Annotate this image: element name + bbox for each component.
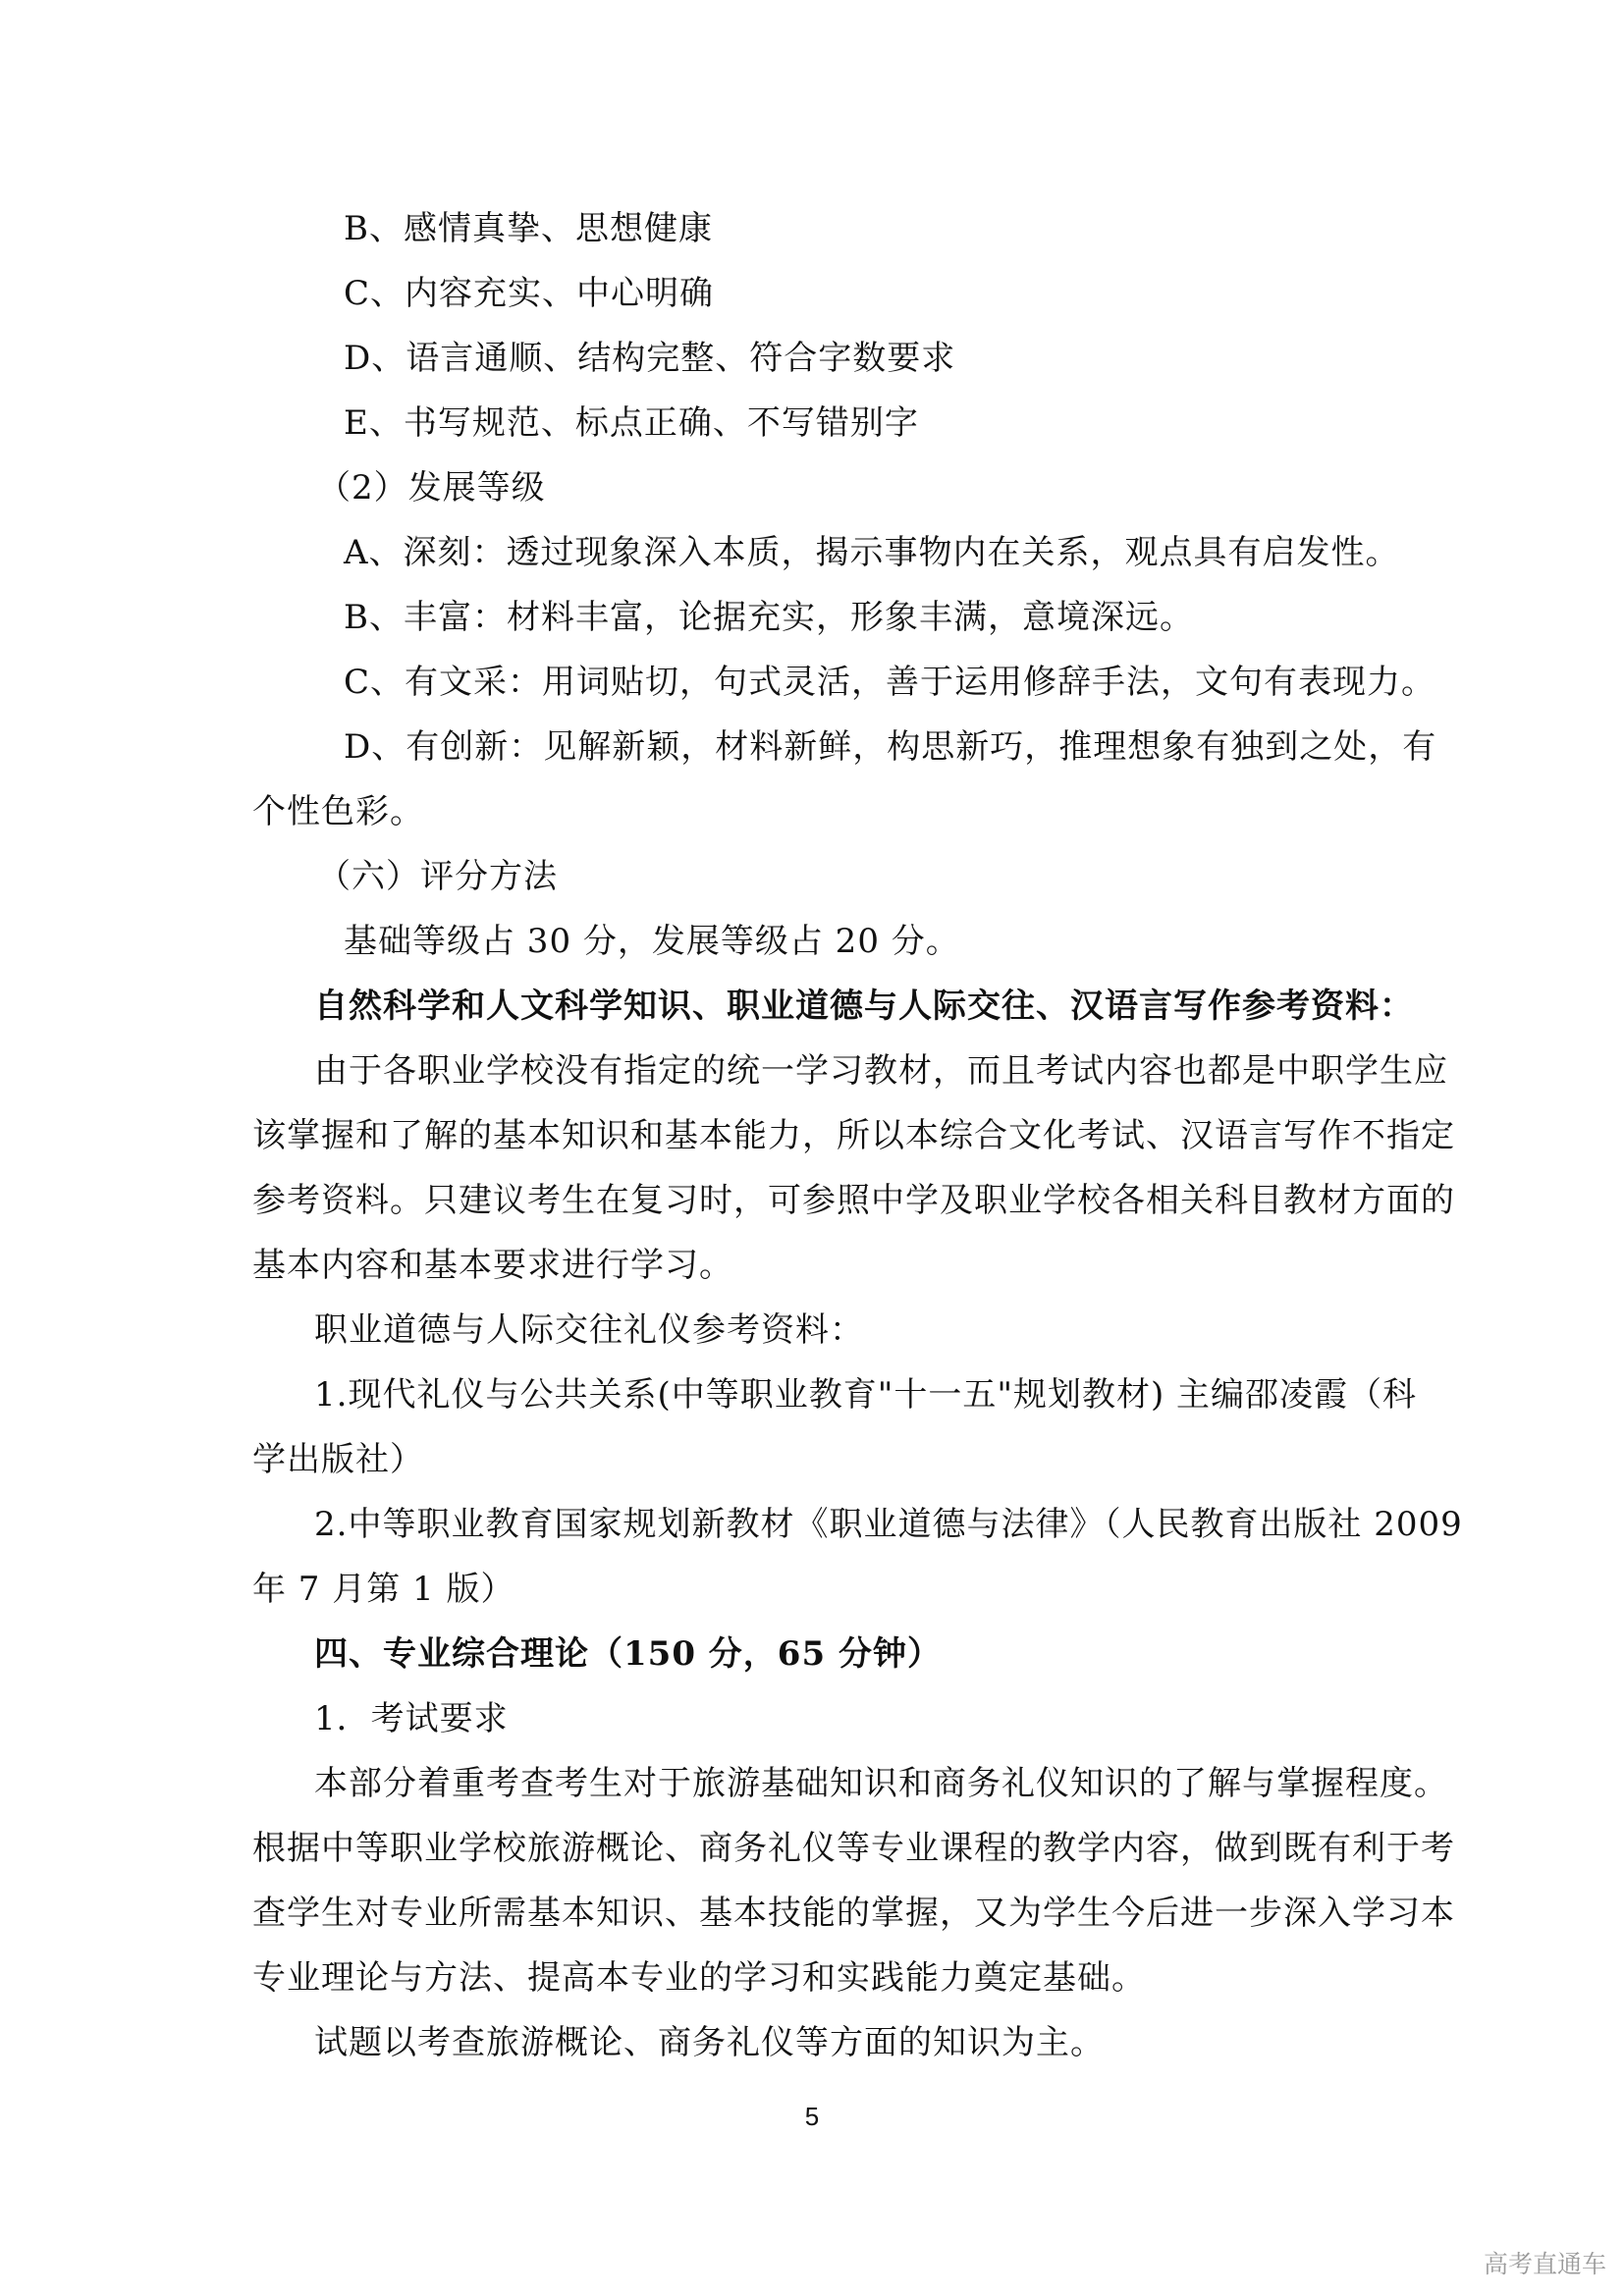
text-line-14: 由于各职业学校没有指定的统一学习教材，而且考试内容也都是中职学生应 xyxy=(314,1051,1448,1091)
text-line-5: （2）发展等级 xyxy=(317,468,546,507)
text-line-10: 个性色彩。 xyxy=(252,792,424,831)
text-line-28: 专业理论与方法、提高本专业的学习和实践能力奠定基础。 xyxy=(252,1958,1146,1998)
text-line-26: 根据中等职业学校旅游概论、商务礼仪等专业课程的教学内容，做到既有利于考 xyxy=(252,1829,1455,1868)
text-line-7: B、丰富：材料丰富，论据充实，形象丰满，意境深远。 xyxy=(344,598,1194,637)
section-heading-professional-theory: 四、专业综合理论（150 分，65 分钟） xyxy=(314,1634,942,1674)
text-line-18: 职业道德与人际交往礼仪参考资料： xyxy=(314,1310,864,1350)
text-line-3: D、语言通顺、结构完整、符合字数要求 xyxy=(344,339,956,378)
text-line-12: 基础等级占 30 分，发展等级占 20 分。 xyxy=(344,922,960,961)
text-line-25: 本部分着重考查考生对于旅游基础知识和商务礼仪知识的了解与掌握程度。 xyxy=(314,1764,1448,1803)
text-line-24: 1．考试要求 xyxy=(314,1699,509,1738)
text-line-22: 年 7 月第 1 版） xyxy=(252,1570,515,1609)
text-line-29: 试题以考查旅游概论、商务礼仪等方面的知识为主。 xyxy=(314,2023,1105,2062)
text-line-4: E、书写规范、标点正确、不写错别字 xyxy=(344,403,919,443)
text-line-11: （六）评分方法 xyxy=(317,857,558,896)
text-line-17: 基本内容和基本要求进行学习。 xyxy=(252,1246,733,1285)
section-heading-references: 自然科学和人文科学知识、职业道德与人际交往、汉语言写作参考资料： xyxy=(314,987,1414,1026)
text-line-8: C、有文采：用词贴切，句式灵活，善于运用修辞手法，文句有表现力。 xyxy=(344,663,1436,702)
text-line-15: 该掌握和了解的基本知识和基本能力，所以本综合文化考试、汉语言写作不指定 xyxy=(252,1116,1455,1155)
watermark-text: 高考直通车 xyxy=(1483,2250,1606,2278)
text-line-2: C、内容充实、中心明确 xyxy=(344,274,715,313)
text-line-9: D、有创新：见解新颖，材料新鲜，构思新巧，推理想象有独到之处，有 xyxy=(344,727,1437,767)
text-line-27: 查学生对专业所需基本知识、基本技能的掌握，又为学生今后进一步深入学习本 xyxy=(252,1894,1455,1933)
text-line-20: 学出版社） xyxy=(252,1440,424,1479)
text-line-21: 2.中等职业教育国家规划新教材《职业道德与法律》（人民教育出版社 2009 xyxy=(314,1505,1463,1544)
page-number: 5 xyxy=(804,2102,820,2131)
text-line-6: A、深刻：透过现象深入本质，揭示事物内在关系，观点具有启发性。 xyxy=(344,533,1400,572)
text-line-19: 1.现代礼仪与公共关系(中等职业教育"十一五"规划教材) 主编邵凌霞（科 xyxy=(314,1375,1418,1415)
text-line-16: 参考资料。只建议考生在复习时，可参照中学及职业学校各相关科目教材方面的 xyxy=(252,1181,1455,1220)
text-line-1: B、感情真挚、思想健康 xyxy=(344,209,713,248)
